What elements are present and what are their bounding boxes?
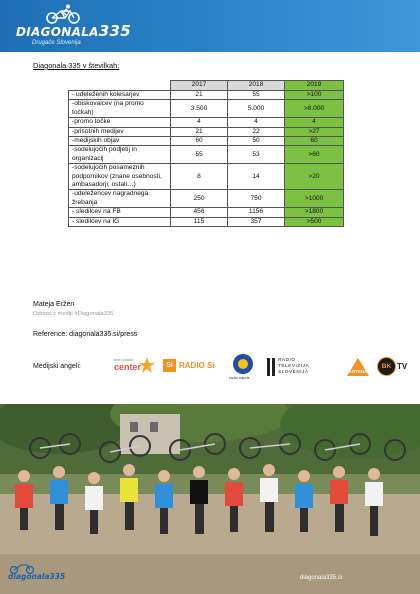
cell-2018: 750 [228, 190, 285, 208]
row-label: -sodelujočih posameznih podpornikov (znane osebnosti, ambasadorji, ostali…) [69, 164, 171, 190]
footer-logo-text: diagonala335 [8, 572, 66, 581]
bktv-logo[interactable] [377, 357, 411, 377]
cell-2019: 60 [285, 137, 344, 146]
radio-si-box: Si [163, 359, 176, 372]
cell-2018: 4 [228, 118, 285, 127]
row-label: -promo točke [69, 118, 171, 127]
cell-2017: 21 [171, 127, 228, 136]
radio-si-logo[interactable] [163, 359, 219, 373]
cell-2017: 60 [171, 137, 228, 146]
table-row [69, 146, 344, 164]
stats-table [68, 80, 344, 227]
row-label: - udeleženih kolesarjev [69, 91, 171, 100]
row-label: -prisotnih medijev [69, 127, 171, 136]
cell-2019: 4 [285, 118, 344, 127]
row-label: -obiskovalcev (na promo točkah) [69, 100, 171, 118]
table-row [69, 164, 344, 190]
cell-2017: 55 [171, 146, 228, 164]
radio-capris-text: radio capris [229, 375, 250, 380]
table-row [69, 208, 344, 217]
center-logo[interactable] [114, 357, 154, 375]
media-angels-label: Medijski angeli: [33, 363, 81, 370]
rtv-bar-icon [272, 358, 275, 376]
row-label: -medijskih objav [69, 137, 171, 146]
sun-center-icon [238, 359, 248, 369]
section-title: Diagonala 335 v številkah: [33, 61, 120, 70]
cell-2018: 55 [228, 91, 285, 100]
table-row [69, 190, 344, 208]
group-photo [0, 404, 420, 594]
antena-icon [347, 358, 369, 376]
table-row [69, 91, 344, 100]
cell-2017: 21 [171, 91, 228, 100]
column-header-2018: 2018 [228, 81, 285, 91]
cell-2019: >60 [285, 146, 344, 164]
cell-2018: 22 [228, 127, 285, 136]
cell-2018: 50 [228, 137, 285, 146]
table-header-row [69, 81, 344, 91]
cell-2017: 3.500 [171, 100, 228, 118]
cell-2018: 53 [228, 146, 285, 164]
column-header-2017: 2017 [171, 81, 228, 91]
group-photo-illustration [0, 404, 420, 594]
radio-capris-logo[interactable] [229, 354, 257, 384]
cell-2018: 1156 [228, 208, 285, 217]
cell-2019: >8.000 [285, 100, 344, 118]
rtv-text: RADIO TELEVIZIJA SLOVENIJA [278, 357, 310, 374]
logo-text: DIAGONALA335 [16, 22, 131, 40]
antena-logo[interactable] [347, 358, 369, 376]
cell-2019: >100 [285, 91, 344, 100]
center-logo-top: ime kanala [114, 357, 134, 362]
table-row [69, 118, 344, 127]
cell-2018: 357 [228, 217, 285, 226]
table-row [69, 100, 344, 118]
cyclist-icon [44, 4, 84, 24]
footer-url[interactable]: diagonala335.si [300, 575, 343, 581]
cell-2017: 115 [171, 217, 228, 226]
cell-2019: >500 [285, 217, 344, 226]
column-header-2019: 2019 [285, 81, 344, 91]
cell-2017: 4 [171, 118, 228, 127]
diagonala-logo[interactable] [14, 4, 131, 48]
row-label: -sodelujočih podjetij in organizacij [69, 146, 171, 164]
reference-link[interactable]: Reference: diagonala335.si/press [33, 331, 138, 338]
table-row [69, 217, 344, 226]
row-label: - sledilcev na IG [69, 217, 171, 226]
table-header-blank [69, 81, 171, 91]
cell-2019: >20 [285, 164, 344, 190]
header-banner [0, 0, 420, 52]
rtv-bar-icon [267, 358, 270, 376]
cell-2018: 5.000 [228, 100, 285, 118]
author-name: Mateja Eržen [33, 301, 75, 308]
cell-2018: 14 [228, 164, 285, 190]
cell-2017: 250 [171, 190, 228, 208]
row-label: -udeležencev nagradnega žrebanja [69, 190, 171, 208]
author-role: Odnosi z mediji #Diagonala335 [33, 311, 114, 317]
table-row [69, 137, 344, 146]
logo-tagline: Drugače Slovenija [32, 40, 81, 46]
bktv-circle: BK [377, 357, 396, 376]
cell-2017: 8 [171, 164, 228, 190]
row-label: - sledilcev na FB [69, 208, 171, 217]
cell-2019: >1000 [285, 190, 344, 208]
cell-2017: 456 [171, 208, 228, 217]
center-logo-text: center [114, 362, 142, 372]
cell-2019: >27 [285, 127, 344, 136]
rtv-slovenija-logo[interactable] [267, 357, 331, 377]
cell-2019: >1800 [285, 208, 344, 217]
star-icon [139, 357, 155, 373]
bktv-text: TV [397, 362, 408, 371]
svg-text:ANTENA: ANTENA [348, 369, 368, 374]
table-row [69, 127, 344, 136]
radio-si-text: RADIO Si [179, 361, 215, 370]
